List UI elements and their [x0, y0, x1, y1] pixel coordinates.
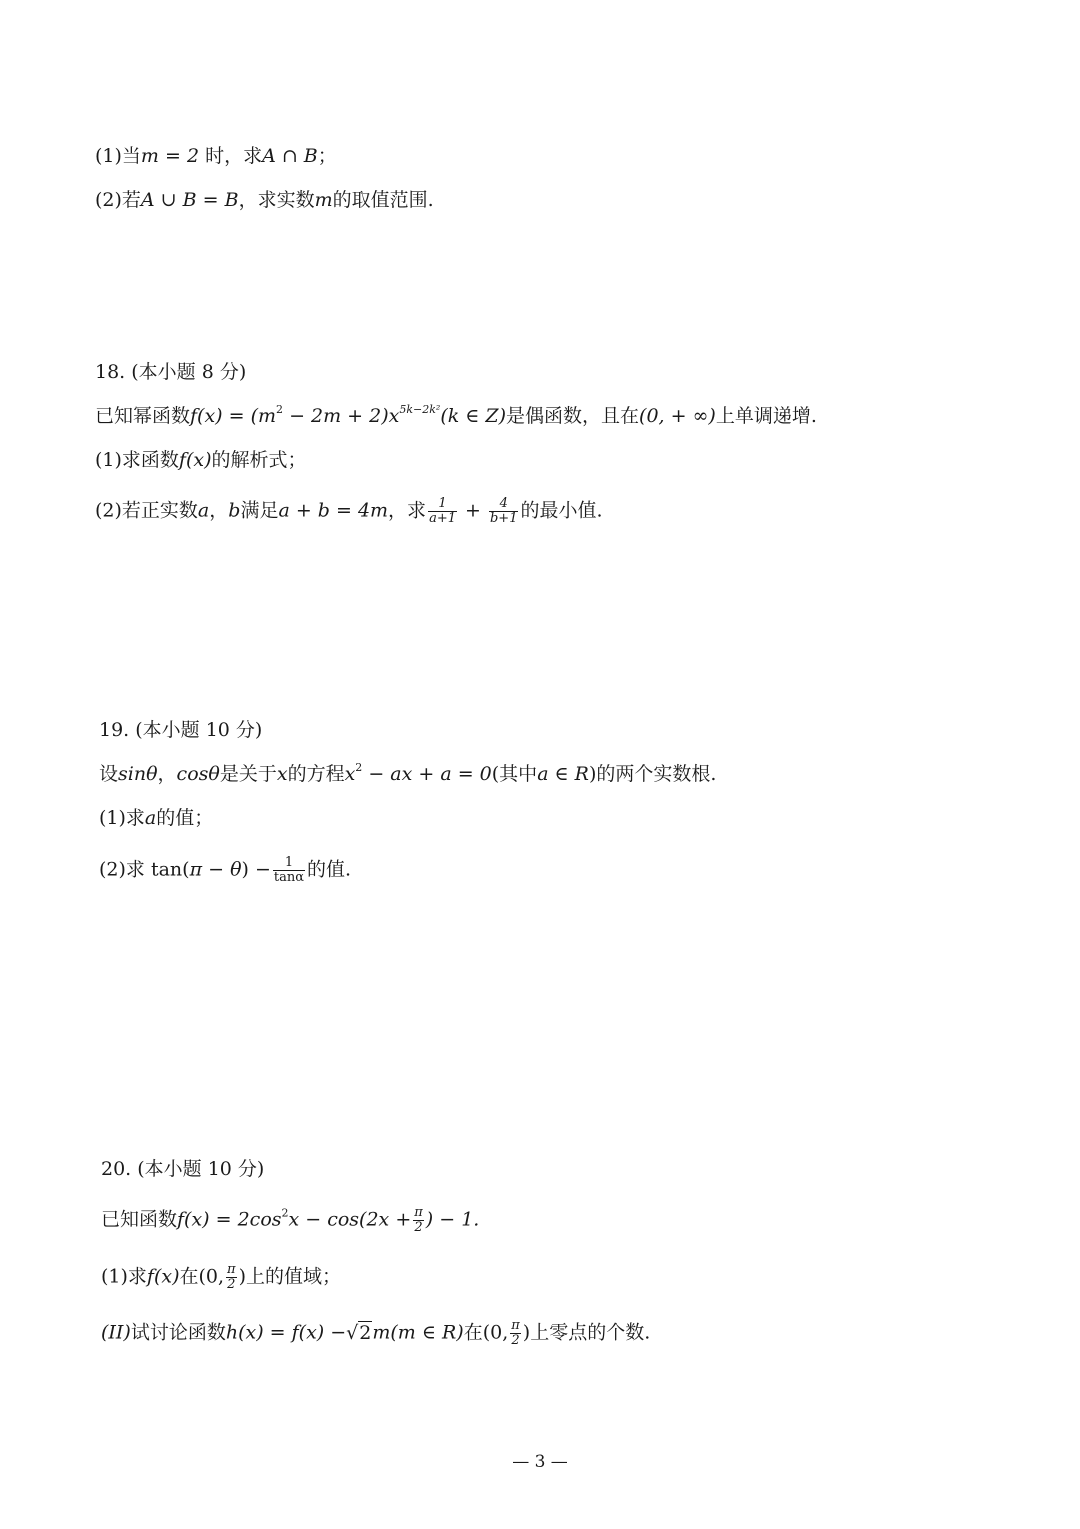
- q20-stem-fraction: [413, 1206, 424, 1235]
- q20-part2-hx: h(x) = f(x) −: [225, 1321, 347, 1344]
- q19-stem-sin: sinθ: [118, 763, 158, 785]
- fraction-numerator: 4: [489, 497, 519, 512]
- q18-stem: [95, 404, 817, 428]
- q20-stem-square: 2: [281, 1206, 289, 1220]
- fraction-numerator: 1: [428, 497, 457, 512]
- q18-stem-interval: (0, + ∞): [639, 405, 716, 427]
- fraction-numerator: π: [414, 1205, 423, 1220]
- q18-part1: [95, 448, 307, 472]
- q19-stem-mid2: 的方程: [287, 763, 345, 785]
- fraction-denominator: 2: [511, 1333, 520, 1348]
- q18-part2-comma: ，: [209, 499, 229, 522]
- q20-part1-fraction: [226, 1263, 237, 1292]
- q18-part2-qiu: ，求: [388, 499, 427, 522]
- q19-stem-eq-rest: − ax + a = 0: [362, 763, 492, 785]
- q19-stem-comma: ，: [157, 763, 177, 785]
- q18-part2-var-a: a: [197, 499, 210, 522]
- q20-part2-sqrt: [346, 1321, 372, 1345]
- q19-part1: [99, 806, 213, 830]
- q20-part2-label: (II): [101, 1321, 131, 1344]
- q20-part1: [101, 1263, 341, 1292]
- q19-part2-label: (2)求 tan(: [99, 858, 190, 881]
- sqrt-radicand: 2: [359, 1321, 372, 1344]
- q17-part2-var: m: [314, 189, 333, 211]
- q17-part2: [95, 188, 434, 212]
- q20-part1-label: (1)求: [101, 1265, 147, 1288]
- q19-part1-end: 的值；: [156, 807, 214, 829]
- q19-stem-square: 2: [355, 761, 363, 774]
- fraction-numerator: π: [227, 1262, 236, 1277]
- q19-part1-var-a: a: [144, 807, 157, 829]
- q18-part2-label: (2)若正实数: [95, 499, 198, 522]
- q20-header: 20. (本小题 10 分): [101, 1158, 265, 1180]
- q18-header: 18. (本小题 8 分): [95, 361, 247, 383]
- q18-stem-end: 上单调递增.: [715, 405, 817, 427]
- fraction-denominator: a+1: [429, 511, 456, 526]
- page-number: — 3 —: [512, 1452, 568, 1472]
- q19-stem: [99, 762, 716, 786]
- q17-part1-label: (1)当: [95, 145, 141, 167]
- q19-part2-fraction: [273, 856, 305, 885]
- q20-part2-end: )上零点的个数.: [522, 1321, 651, 1344]
- q18-part2-var-b: b: [228, 499, 241, 522]
- q19-stem-x: x: [276, 763, 288, 785]
- q19-stem-pre: 设: [99, 763, 119, 785]
- q18-stem-mid: 是偶函数，且在: [506, 405, 640, 427]
- q17-part2-label: (2)若: [95, 189, 141, 211]
- fraction-numerator: π: [511, 1318, 520, 1333]
- q19-stem-cos: cosθ: [176, 763, 220, 785]
- q18-part2-end: 的最小值.: [520, 499, 603, 522]
- q20-stem-fx: f(x) = 2cos: [177, 1208, 282, 1231]
- q17-part1-expr: A ∩ B: [262, 145, 318, 167]
- q19-stem-mid: 是关于: [219, 763, 277, 785]
- q18-part2-fraction-1: [428, 497, 457, 526]
- q18-stem-fx: f(x) = (m: [190, 405, 277, 427]
- q19-part2: [99, 856, 351, 885]
- q20-stem: [101, 1206, 479, 1235]
- q20-part1-fx: f(x): [146, 1265, 180, 1288]
- q18-stem-square: 2: [276, 403, 284, 416]
- q19-stem-paren: (其中: [491, 763, 538, 785]
- q18-stem-k-domain: (k ∈ Z): [440, 405, 507, 427]
- q18-part1-fx: f(x): [178, 449, 212, 471]
- q18-part1-end: 的解析式；: [211, 449, 307, 471]
- fraction-numerator: 1: [273, 856, 305, 871]
- q17-part2-text: ，求实数: [238, 189, 315, 211]
- q18-part2-condition: a + b = 4m: [278, 499, 389, 522]
- q19-stem-end: )的两个实数根.: [588, 763, 717, 785]
- q20-stem-pre: 已知函数: [101, 1208, 178, 1231]
- q17-part1-text: 时，求: [199, 145, 263, 167]
- fraction-denominator: b+1: [489, 511, 518, 526]
- q19-header: 19. (本小题 10 分): [99, 719, 263, 741]
- q20-part2-fraction: [510, 1319, 521, 1348]
- q20-part2-pre: 试讨论函数: [130, 1321, 226, 1344]
- q19-part1-label: (1)求: [99, 807, 145, 829]
- q20-part2-m: m(m ∈ R): [372, 1321, 464, 1344]
- fraction-denominator: 2: [414, 1220, 423, 1235]
- q18-part2-mid: 满足: [240, 499, 279, 522]
- q17-part2-expr: A ∪ B = B: [140, 189, 239, 211]
- fraction-denominator: 2: [227, 1277, 236, 1292]
- q20-part1-end: )上的值域；: [238, 1265, 342, 1288]
- q20-stem-mid: x − cos(2x +: [288, 1208, 412, 1231]
- q19-stem-condition: a ∈ R: [537, 763, 589, 785]
- q17-part1: [95, 144, 337, 168]
- q17-part2-end: 的取值范围.: [332, 189, 434, 211]
- q18-stem-exponent: 5k−2k²: [399, 403, 441, 416]
- sqrt-symbol: √: [346, 1321, 359, 1344]
- q20-stem-end: ) − 1.: [425, 1208, 480, 1231]
- q19-part2-arg: π − θ: [189, 858, 242, 881]
- q18-stem-pre: 已知幂函数: [95, 405, 191, 427]
- q20-part2-interval-open: 在(0,: [463, 1321, 509, 1344]
- q20-part1-interval-open: 在(0,: [179, 1265, 225, 1288]
- fraction-denominator: tanα: [273, 870, 305, 885]
- q19-stem-eq-x: x: [344, 763, 356, 785]
- q18-part2: [95, 497, 603, 526]
- q18-stem-base: − 2m + 2)x: [283, 405, 400, 427]
- q18-part1-label: (1)求函数: [95, 449, 179, 471]
- q18-part2-plus: +: [458, 499, 487, 522]
- q17-part1-condition: m = 2: [140, 145, 200, 167]
- q18-part2-fraction-2: [489, 497, 519, 526]
- q19-part2-close: ) −: [241, 858, 271, 881]
- q19-part2-end: 的值.: [307, 858, 352, 881]
- q17-part1-end: ；: [317, 145, 337, 167]
- q20-part2: [101, 1319, 650, 1348]
